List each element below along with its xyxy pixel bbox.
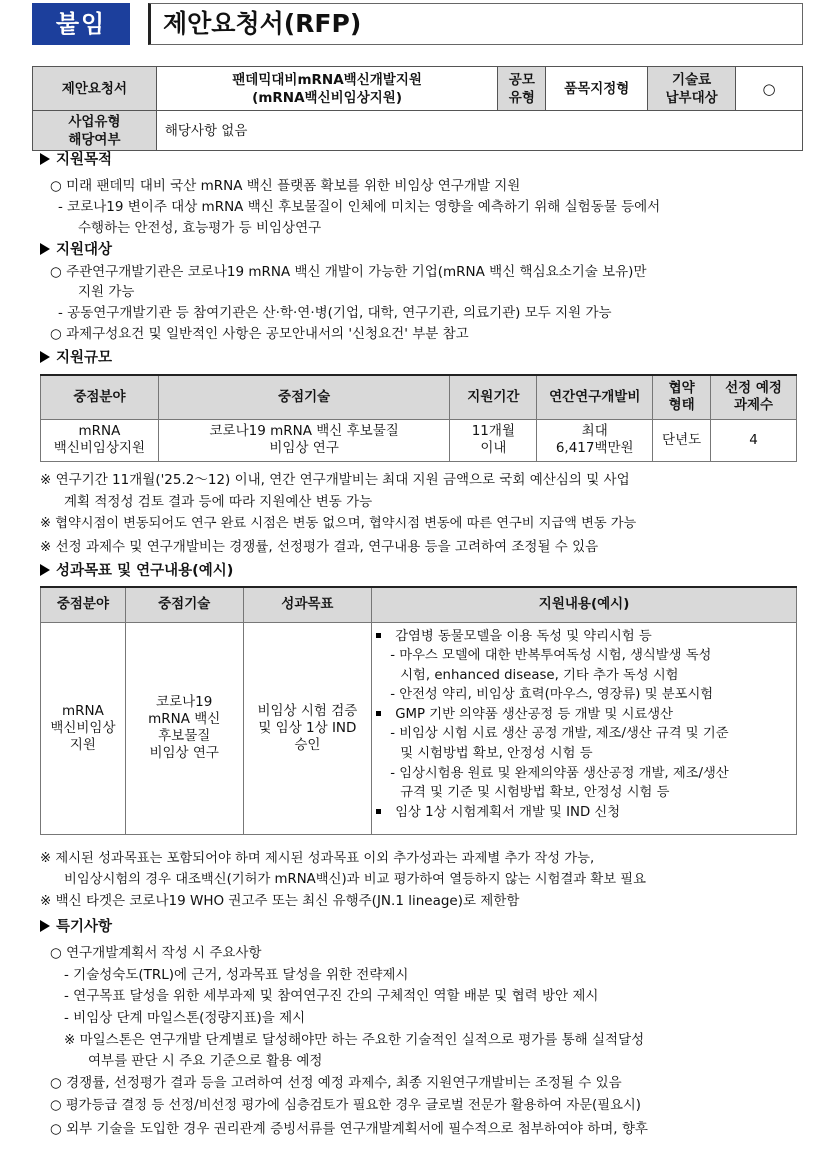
goals-table (40, 586, 797, 835)
scale-header-agreement: 협약 형태 (653, 375, 711, 419)
triangle-bullet-icon (40, 920, 50, 932)
special-line: ○ 경쟁률, 선정평가 결과 등을 고려하여 선정 예정 과제수, 최종 지원연구개발비는 조정될 수 있음 (50, 1075, 622, 1091)
scale-header-budget: 연간연구개발비 (537, 375, 653, 419)
target-line: ○ 주관연구개발기관은 코로나19 mRNA 백신 개발이 가능한 기업(mRNA 백신 핵심요소기술 보유)만 (50, 264, 647, 280)
square-bullet-icon (376, 809, 381, 814)
biz-type-value: 해당사항 없음 (156, 111, 802, 151)
content-dash-item: - 임상시험용 원료 및 완제의약품 생산공정 개발, 제조/생산 (390, 765, 729, 781)
content-dash-item: - 비임상 시험 시료 생산 공정 개발, 제조/생산 규격 및 기준 (390, 726, 729, 742)
pub-type-label: 공모 유형 (498, 67, 546, 111)
section-target-heading: 지원대상 (40, 241, 112, 259)
scale-period-cell: 11개월 이내 (450, 419, 537, 461)
special-line: - 기술성숙도(TRL)에 근거, 성과목표 달성을 위한 전략제시 (64, 967, 409, 983)
triangle-bullet-icon (40, 243, 50, 255)
target-line: 지원 가능 (78, 284, 135, 300)
special-line: - 비임상 단계 마일스톤(정량지표)을 제시 (64, 1010, 306, 1026)
content-bullet-item: 임상 1상 시험계획서 개발 및 IND 신청 (376, 803, 792, 823)
content-dash-item: - 안전성 약리, 비임상 효력(마우스, 영장류) 및 분포시험 (390, 687, 714, 703)
section-scale-heading: 지원규모 (40, 349, 112, 367)
scale-tech-cell: 코로나19 mRNA 백신 후보물질 비임상 연구 (158, 419, 450, 461)
target-line: - 공동연구개발기관 등 참여기관은 산·학·연·병(기업, 대학, 연구기관, 의료기관) 모두 지원 가능 (58, 305, 612, 321)
scale-count-cell: 4 (711, 419, 797, 461)
goals-content-cell (372, 622, 797, 834)
square-bullet-icon (376, 633, 381, 638)
scale-note: ※ 선정 과제수 및 연구개발비는 경쟁률, 선정평가 결과, 연구내용 등을 고려하여 조정될 수 있음 (40, 539, 599, 555)
scale-header-period: 지원기간 (450, 375, 537, 419)
goals-tech-cell: 코로나19 mRNA 백신 후보물질 비임상 연구 (125, 622, 243, 834)
scale-header-field: 중점분야 (41, 375, 159, 419)
square-bullet-icon (376, 711, 381, 716)
goals-note: ※ 제시된 성과목표는 포함되어야 하며 제시된 성과목표 이외 추가성과는 과제별 추가 작성 가능, (40, 851, 595, 866)
special-line: ○ 평가등급 결정 등 선정/비선정 평가에 심층검토가 필요한 경우 글로벌 전문가 활용하여 자문(필요시) (50, 1098, 641, 1113)
triangle-bullet-icon (40, 153, 50, 165)
purpose-line: 수행하는 안전성, 효능평가 등 비임상연구 (78, 220, 322, 236)
goals-header-tech: 중점기술 (125, 587, 243, 622)
goals-header-field: 중점분야 (41, 587, 126, 622)
tech-fee-label: 기술료 납부대상 (648, 67, 736, 111)
tech-fee-value: ○ (736, 67, 803, 111)
content-dash-item: - 마우스 모델에 대한 반복투여독성 시험, 생식발생 독성 (390, 648, 712, 664)
scale-budget-cell: 최대 6,417백만원 (537, 419, 653, 461)
content-bullet-item: 감염병 동물모델을 이용 독성 및 약리시험 등 (376, 627, 792, 647)
rfp-value: 팬데믹대비mRNA백신개발지원 (mRNA백신비임상지원) (156, 67, 498, 111)
biz-type-label: 사업유형 해당여부 (33, 111, 157, 151)
special-line: ○ 외부 기술을 도입한 경우 권리관계 증빙서류를 연구개발계획서에 필수적으로 첨부하여야 하며, 향후 (50, 1121, 648, 1137)
scale-note: 계획 적정성 검토 결과 등에 따라 지원예산 변동 가능 (64, 494, 373, 510)
pub-type-value: 품목지정형 (546, 67, 648, 111)
triangle-bullet-icon (40, 564, 50, 576)
scale-table (40, 374, 797, 462)
content-cont-item: 규격 및 기준 및 시험방법 확보, 안정성 시험 등 (400, 785, 670, 801)
purpose-line: ○ 미래 팬데믹 대비 국산 mRNA 백신 플랫폼 확보를 위한 비임상 연구개발 지원 (50, 178, 521, 194)
special-line: ※ 마일스톤은 연구개발 단계별로 달성해야만 하는 주요한 기술적인 실적으로 평가를 통해 실적달성 (64, 1032, 645, 1048)
target-line: ○ 과제구성요건 및 일반적인 사항은 공모안내서의 '신청요건' 부분 참고 (50, 326, 469, 342)
section-special-heading: 특기사항 (40, 918, 112, 936)
rfp-label: 제안요청서 (33, 67, 157, 111)
content-cont-item: 및 시험방법 확보, 안정성 시험 등 (400, 746, 593, 762)
goals-note: ※ 백신 타겟은 코로나19 WHO 권고주 또는 최신 유행주(JN.1 lineage)로 제한함 (40, 893, 520, 909)
goals-header-goal: 성과목표 (243, 587, 372, 622)
goals-field-cell: mRNA 백신비임상 지원 (41, 622, 126, 834)
content-bullet-item: GMP 기반 의약품 생산공정 등 개발 및 시료생산 (376, 705, 792, 725)
goals-note: 비임상시험의 경우 대조백신(기허가 mRNA백신)과 비교 평가하여 열등하지 않는 시험결과 확보 필요 (64, 872, 646, 887)
section-goals-heading: 성과목표 및 연구내용(예시) (40, 562, 233, 580)
scale-field-cell: mRNA 백신비임상지원 (41, 419, 159, 461)
special-line: 여부를 판단 시 주요 기준으로 활용 예정 (88, 1053, 323, 1069)
scale-header-tech: 중점기술 (158, 375, 450, 419)
attachment-badge: 붙임 (32, 3, 130, 45)
goals-goal-cell: 비임상 시험 검증 및 임상 1상 IND 승인 (243, 622, 372, 834)
page-title: 제안요청서(RFP) (148, 3, 803, 45)
goals-header-content: 지원내용(예시) (372, 587, 797, 622)
content-cont-item: 시험, enhanced disease, 기타 추가 독성 시험 (400, 667, 679, 683)
scale-header-count: 선정 예정 과제수 (711, 375, 797, 419)
special-line: - 연구목표 달성을 위한 세부과제 및 참여연구진 간의 구체적인 역할 배분 및 협력 방안 제시 (64, 988, 599, 1004)
special-line: ○ 연구개발계획서 작성 시 주요사항 (50, 945, 262, 961)
scale-note: ※ 협약시점이 변동되어도 연구 완료 시점은 변동 없으며, 협약시점 변동에 따른 연구비 지급액 변동 가능 (40, 516, 637, 531)
scale-note: ※ 연구기간 11개월('25.2～12) 이내, 연간 연구개발비는 최대 지원 금액으로 국회 예산심의 및 사업 (40, 472, 630, 488)
purpose-line: - 코로나19 변이주 대상 mRNA 백신 후보물질이 인체에 미치는 영향을 예측하기 위해 실험동물 등에서 (58, 199, 661, 215)
scale-agreement-cell: 단년도 (653, 419, 711, 461)
section-purpose-heading: 지원목적 (40, 151, 112, 169)
rfp-header-table (32, 66, 803, 151)
triangle-bullet-icon (40, 351, 50, 363)
